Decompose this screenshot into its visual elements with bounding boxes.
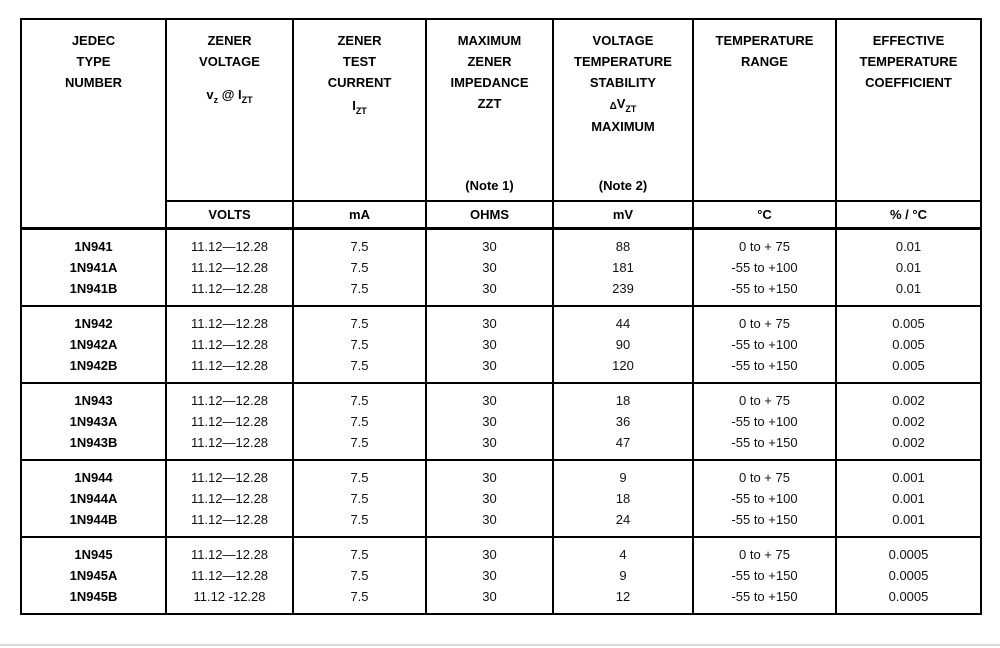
table-cell: 30 <box>426 586 553 614</box>
formula-sub: ZT <box>355 106 367 116</box>
table-cell: 30 <box>426 278 553 306</box>
table-cell: 0.01 <box>836 228 981 257</box>
delta-vzt-formula <box>610 93 637 116</box>
table-row <box>21 228 981 257</box>
table-cell: 30 <box>426 537 553 565</box>
table-cell: -55 to +100 <box>693 488 836 509</box>
header-line: COEFFICIENT <box>865 75 952 90</box>
table-cell: 30 <box>426 411 553 432</box>
table-cell: 30 <box>426 383 553 411</box>
formula-sub: z <box>213 95 219 105</box>
table-cell: 30 <box>426 334 553 355</box>
table-cell: 120 <box>553 355 693 383</box>
table-cell: 7.5 <box>293 460 426 488</box>
table-cell: 30 <box>426 355 553 383</box>
unit-volts: VOLTS <box>166 201 293 228</box>
cell-type-number: 1N941 <box>21 228 166 257</box>
table-cell: 30 <box>426 306 553 334</box>
table-cell: 9 <box>553 460 693 488</box>
table-cell: -55 to +150 <box>693 509 836 537</box>
table-cell: 7.5 <box>293 383 426 411</box>
table-cell: 7.5 <box>293 306 426 334</box>
table-cell: 0.005 <box>836 355 981 383</box>
cell-type-number: 1N943B <box>21 432 166 460</box>
table-cell: 24 <box>553 509 693 537</box>
header-row <box>21 19 981 201</box>
col-header-voltage-temperature-stability <box>553 19 693 201</box>
header-line: ZENER <box>467 54 512 69</box>
table-cell: 0.001 <box>836 509 981 537</box>
col-header-jedec-type-number <box>21 19 166 228</box>
header-line: EFFECTIVE <box>872 33 945 48</box>
izt-formula <box>352 95 367 118</box>
note-2-reference: (Note 2) <box>598 178 648 193</box>
table-row <box>21 460 981 488</box>
delta-symbol: Δ <box>609 101 617 112</box>
table-cell: 11.12—12.28 <box>166 334 293 355</box>
col-header-max-zener-impedance <box>426 19 553 201</box>
table-cell: 7.5 <box>293 411 426 432</box>
table-row <box>21 257 981 278</box>
vz-at-izt-formula <box>206 84 252 107</box>
cell-type-number: 1N945A <box>21 565 166 586</box>
cell-type-number: 1N941B <box>21 278 166 306</box>
table-cell: 30 <box>426 509 553 537</box>
table-row <box>21 586 981 614</box>
header-line: JEDEC <box>71 33 116 48</box>
table-cell: -55 to +150 <box>693 565 836 586</box>
header-line: TEMPERATURE <box>715 33 814 48</box>
header-line: VOLTAGE <box>199 54 260 69</box>
table-cell: 7.5 <box>293 334 426 355</box>
unit-mv: mV <box>553 201 693 228</box>
table-cell: 4 <box>553 537 693 565</box>
table-cell: 0.001 <box>836 488 981 509</box>
table-cell: 30 <box>426 228 553 257</box>
table-cell: 47 <box>553 432 693 460</box>
table-cell: 30 <box>426 432 553 460</box>
table-cell: 7.5 <box>293 488 426 509</box>
col-header-temperature-range <box>693 19 836 201</box>
table-cell: -55 to +150 <box>693 586 836 614</box>
header-line: MAXIMUM <box>457 33 522 48</box>
formula-main: @ I <box>218 87 242 102</box>
table-cell: 11.12—12.28 <box>166 383 293 411</box>
table-cell: -55 to +100 <box>693 334 836 355</box>
table-cell: 0.0005 <box>836 586 981 614</box>
table-cell: 11.12—12.28 <box>166 509 293 537</box>
cell-type-number: 1N943 <box>21 383 166 411</box>
table-cell: 0 to + 75 <box>693 383 836 411</box>
note-1-reference: (Note 1) <box>465 178 514 193</box>
scan-edge-artifact <box>0 644 1000 646</box>
table-cell: -55 to +100 <box>693 411 836 432</box>
table-cell: 11.12—12.28 <box>166 432 293 460</box>
table-cell: 0.002 <box>836 383 981 411</box>
table-cell: 7.5 <box>293 537 426 565</box>
cell-type-number: 1N944A <box>21 488 166 509</box>
table-cell: 11.12—12.28 <box>166 228 293 257</box>
header-line: IMPEDANCE <box>450 75 529 90</box>
formula-main: I <box>352 98 356 113</box>
table-cell: 12 <box>553 586 693 614</box>
table-cell: 7.5 <box>293 509 426 537</box>
table-cell: 36 <box>553 411 693 432</box>
table-cell: 11.12—12.28 <box>166 306 293 334</box>
table-cell: 11.12—12.28 <box>166 411 293 432</box>
table-cell: 7.5 <box>293 257 426 278</box>
table-row <box>21 488 981 509</box>
table-cell: 18 <box>553 488 693 509</box>
formula-main: v <box>206 87 214 102</box>
table-cell: 11.12 -12.28 <box>166 586 293 614</box>
table-row <box>21 278 981 306</box>
table-cell: 0.002 <box>836 432 981 460</box>
header-line: MAXIMUM <box>591 119 655 134</box>
table-cell: -55 to +150 <box>693 278 836 306</box>
unit-celsius: °C <box>693 201 836 228</box>
table-row <box>21 334 981 355</box>
table-cell: 30 <box>426 488 553 509</box>
table-cell: 11.12—12.28 <box>166 278 293 306</box>
table-row <box>21 306 981 334</box>
table-cell: 181 <box>553 257 693 278</box>
cell-type-number: 1N942B <box>21 355 166 383</box>
cell-type-number: 1N943A <box>21 411 166 432</box>
table-cell: 7.5 <box>293 565 426 586</box>
table-cell: 30 <box>426 460 553 488</box>
cell-type-number: 1N944B <box>21 509 166 537</box>
cell-type-number: 1N944 <box>21 460 166 488</box>
table-cell: 90 <box>553 334 693 355</box>
table-cell: 7.5 <box>293 278 426 306</box>
table-row <box>21 537 981 565</box>
cell-type-number: 1N945B <box>21 586 166 614</box>
table-cell: -55 to +150 <box>693 355 836 383</box>
table-cell: 0.005 <box>836 334 981 355</box>
table-cell: 0.005 <box>836 306 981 334</box>
table-cell: 7.5 <box>293 586 426 614</box>
header-line: TEST <box>342 54 377 69</box>
table-cell: -55 to +100 <box>693 257 836 278</box>
table-cell: 0.0005 <box>836 565 981 586</box>
table-cell: 239 <box>553 278 693 306</box>
col-header-zener-test-current <box>293 19 426 201</box>
table-cell: 7.5 <box>293 355 426 383</box>
zener-spec-table <box>20 18 982 615</box>
table-cell: 0.01 <box>836 257 981 278</box>
col-header-effective-temperature-coefficient <box>836 19 981 201</box>
header-line: RANGE <box>741 54 788 69</box>
table-cell: 11.12—12.28 <box>166 537 293 565</box>
table-cell: -55 to +150 <box>693 432 836 460</box>
unit-ma: mA <box>293 201 426 228</box>
col-header-zener-voltage <box>166 19 293 201</box>
cell-type-number: 1N942A <box>21 334 166 355</box>
formula-main: V <box>616 96 626 111</box>
table-cell: 7.5 <box>293 228 426 257</box>
formula-sub: ZT <box>625 104 637 114</box>
table-cell: 11.12—12.28 <box>166 565 293 586</box>
cell-type-number: 1N942 <box>21 306 166 334</box>
unit-ohms: OHMS <box>426 201 553 228</box>
table-cell: 9 <box>553 565 693 586</box>
formula-sub: ZT <box>241 95 253 105</box>
header-line: ZENER <box>337 33 382 48</box>
table-cell: 11.12—12.28 <box>166 257 293 278</box>
table-row <box>21 355 981 383</box>
header-line: TEMPERATURE <box>859 54 958 69</box>
table-row <box>21 411 981 432</box>
table-cell: 18 <box>553 383 693 411</box>
cell-type-number: 1N941A <box>21 257 166 278</box>
header-line: TYPE <box>76 54 111 69</box>
table-cell: 0 to + 75 <box>693 228 836 257</box>
table-body <box>21 228 981 614</box>
header-line: ZZT <box>477 96 502 111</box>
table-cell: 30 <box>426 565 553 586</box>
table-row <box>21 383 981 411</box>
table-cell: 30 <box>426 257 553 278</box>
table-cell: 7.5 <box>293 432 426 460</box>
header-line: VOLTAGE <box>592 33 654 48</box>
table-row <box>21 509 981 537</box>
table-cell: 11.12—12.28 <box>166 460 293 488</box>
unit-percent-per-celsius: % / °C <box>836 201 981 228</box>
table-cell: 0.01 <box>836 278 981 306</box>
table-cell: 11.12—12.28 <box>166 488 293 509</box>
table-cell: 0.002 <box>836 411 981 432</box>
table-cell: 44 <box>553 306 693 334</box>
table-cell: 0 to + 75 <box>693 460 836 488</box>
header-line: STABILITY <box>589 75 657 90</box>
table-cell: 0 to + 75 <box>693 537 836 565</box>
header-line: NUMBER <box>64 75 123 90</box>
table-cell: 88 <box>553 228 693 257</box>
table-row <box>21 565 981 586</box>
cell-type-number: 1N945 <box>21 537 166 565</box>
header-line: TEMPERATURE <box>574 54 672 69</box>
table-cell: 0.001 <box>836 460 981 488</box>
table-row <box>21 432 981 460</box>
header-line: CURRENT <box>327 75 392 90</box>
table-cell: 0.0005 <box>836 537 981 565</box>
header-line: ZENER <box>207 33 252 48</box>
table-cell: 0 to + 75 <box>693 306 836 334</box>
table-cell: 11.12—12.28 <box>166 355 293 383</box>
